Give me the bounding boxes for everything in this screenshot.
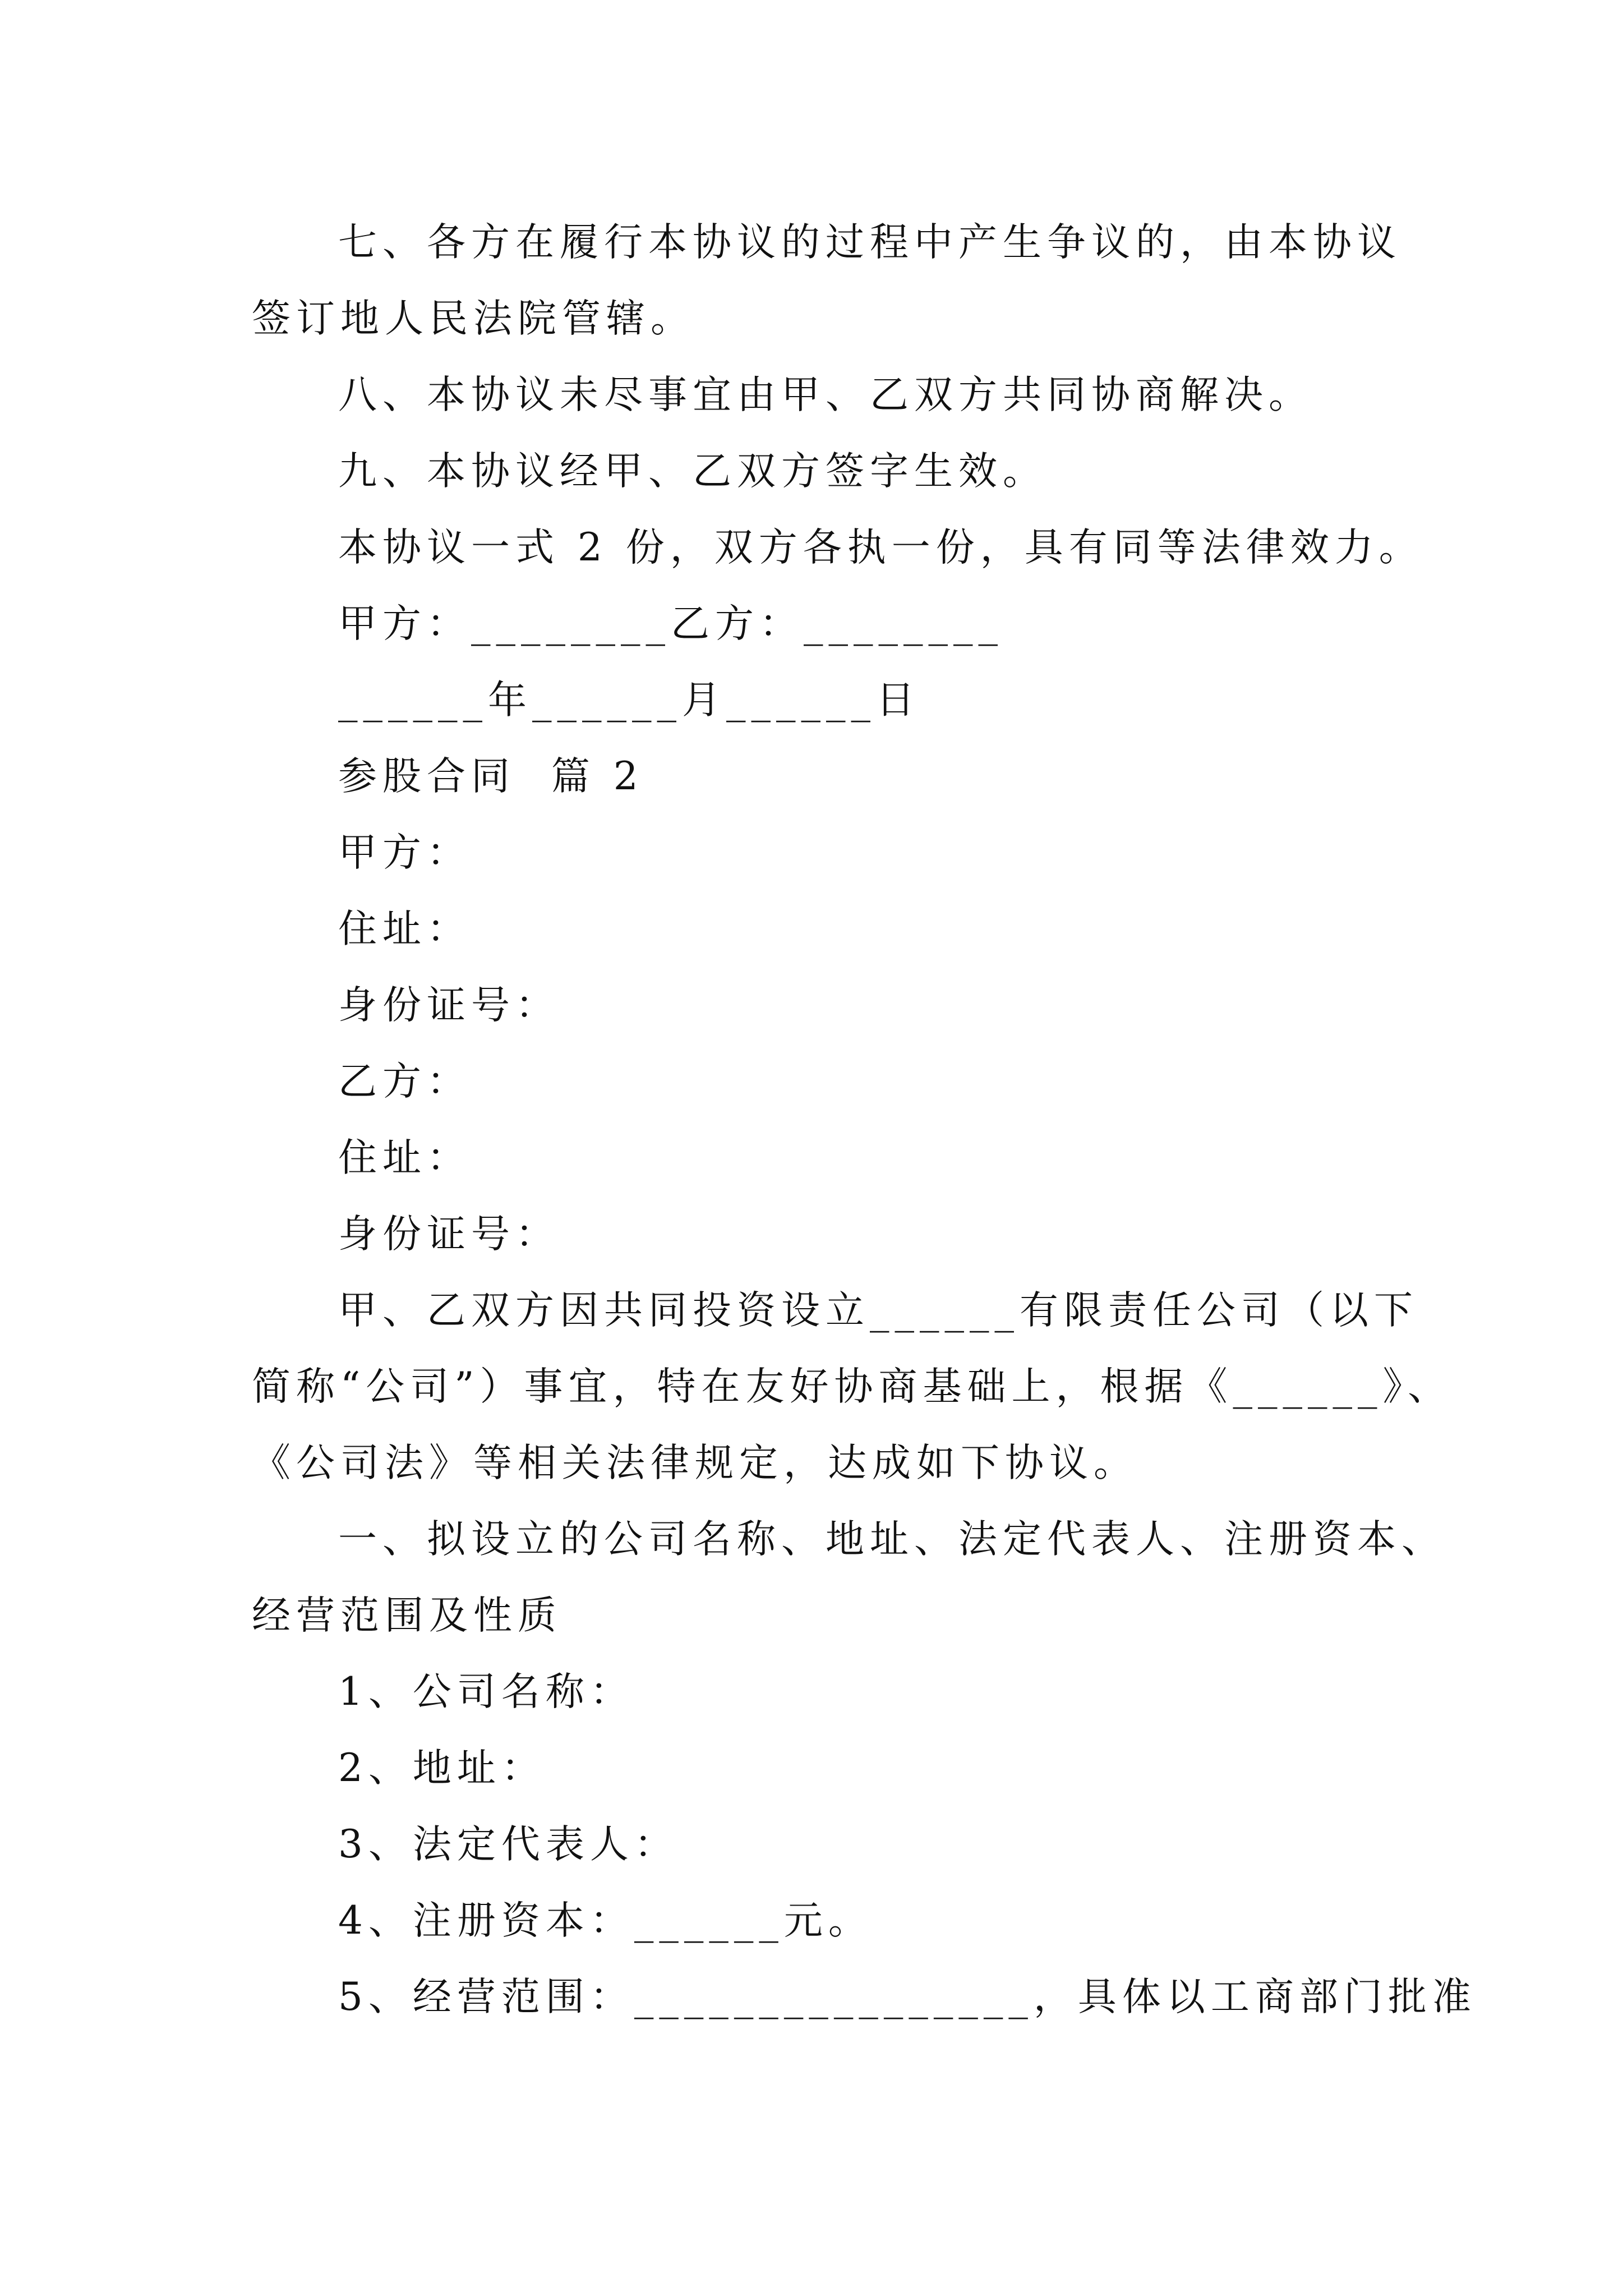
item-registered-capital: 4、注册资本：______元。 — [338, 1898, 873, 1943]
signature-line: 甲方：________乙方：________ — [338, 601, 1003, 646]
party-a-id: 身份证号： — [338, 983, 560, 1028]
preamble-line-3: 《公司法》等相关法律规定，达成如下协议。 — [252, 1441, 1138, 1485]
article-1-line-2: 经营范围及性质 — [252, 1593, 562, 1638]
item-business-scope: 5、经营范围：________________，具体以工商部门批准 — [338, 1975, 1477, 2019]
article-1-line-1: 一、拟设立的公司名称、地址、法定代表人、注册资本、 — [338, 1517, 1446, 1562]
clause-7-line-2: 签订地人民法院管辖。 — [252, 296, 695, 341]
copies-statement: 本协议一式 2 份，双方各执一份，具有同等法律效力。 — [338, 525, 1423, 570]
clause-8: 八、本协议未尽事宜由甲、乙双方共同协商解决。 — [338, 372, 1313, 417]
party-a-address: 住址： — [338, 907, 471, 951]
preamble-line-2: 简称“公司”）事宜，特在友好协商基础上，根据《______》、 — [252, 1364, 1453, 1409]
preamble-line-1: 甲、乙双方因共同投资设立______有限责任公司（以下 — [338, 1288, 1418, 1333]
party-b-id: 身份证号： — [338, 1212, 560, 1257]
party-b-label: 乙方： — [338, 1059, 471, 1104]
clause-7-line-1: 七、各方在履行本协议的过程中产生争议的，由本协议 — [338, 220, 1401, 265]
item-address: 2、地址： — [338, 1746, 546, 1791]
party-a-label: 甲方： — [338, 830, 471, 875]
party-b-address: 住址： — [338, 1135, 471, 1180]
date-line: ______年______月______日 — [338, 678, 920, 723]
clause-9: 九、本协议经甲、乙双方签字生效。 — [338, 449, 1047, 494]
section-title: 参股合同 篇 2 — [338, 754, 644, 799]
item-legal-rep: 3、法定代表人： — [338, 1822, 679, 1867]
item-company-name: 1、公司名称： — [338, 1669, 634, 1714]
